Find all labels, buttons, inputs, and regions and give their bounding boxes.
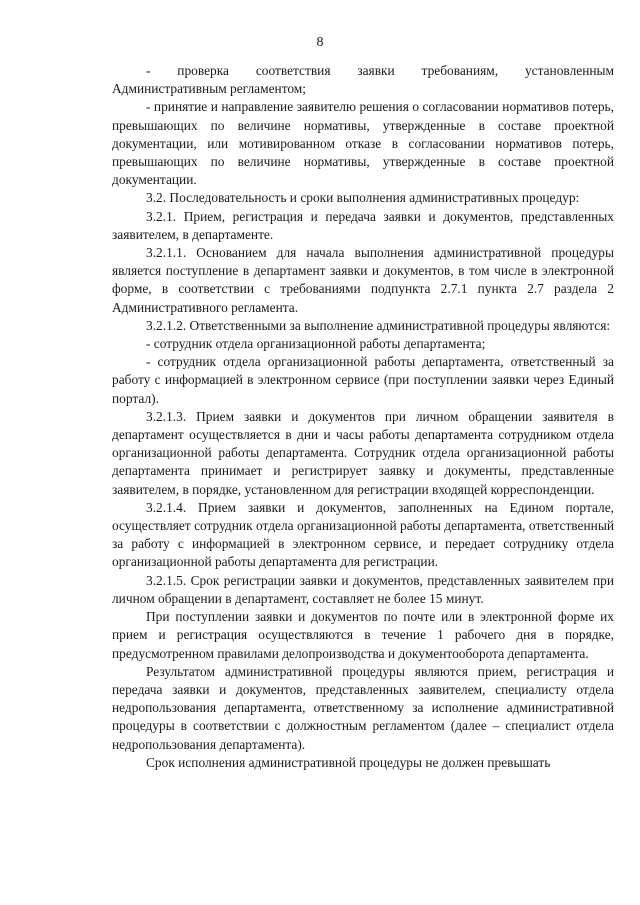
paragraph: 3.2.1.3. Прием заявки и документов при личном обращении заявителя в департамент осуществляется в дни и часы работы департамента сотрудником отдела организационной работы департамента. Сотрудник отдела организационной работы департамента принимает и регистрирует заявку и документы, представленные заявителем, в порядке, установленном для регистрации входящей корреспонденции. [112,408,614,497]
paragraph: - принятие и направление заявителю решения о согласовании нормативов потерь, превышающих по величине нормативы, утвержденные в составе проектной документации, или мотивированном отказе в согласовании нормативов потерь, превышающих по величине нормативы, утвержденные в составе проектной документации. [112,99,614,188]
paragraph: 3.2.1.5. Срок регистрации заявки и документов, представленных заявителем при личном обращении в департамент, составляет не более 15 минут. [112,572,614,606]
paragraph: 3.2.1.2. Ответственными за выполнение административной процедуры являются: [146,317,611,333]
paragraph: - сотрудник отдела организационной работы департамента; [146,336,486,352]
paragraph: При поступлении заявки и документов по почте или в электронной форме их прием и регистрация осуществляются в течение 1 рабочего дня в порядке, предусмотренном правилами делопроизводства и документооборота департамента. [112,609,614,661]
paragraph: - проверка соответствия заявки требованиям, установленным Административным регламентом; [112,63,614,97]
paragraph: - сотрудник отдела организационной работы департамента, ответственный за работу с информацией в электронном сервисе (при поступлении заявки через Единый портал). [112,354,614,406]
paragraph: 3.2. Последовательность и сроки выполнения административных процедур: [146,190,580,206]
document-body [112,62,614,772]
paragraph: 3.2.1.4. Прием заявки и документов, заполненных на Едином портале, осуществляет сотрудник отдела организационной работы департамента, ответственный за работу с информацией в электронном сервисе, и передает сотруднику отдела организационной работы департамента для регистрации. [112,499,614,570]
paragraph: 3.2.1. Прием, регистрация и передача заявки и документов, представленных заявителем, в департаменте. [112,208,614,242]
paragraph: 3.2.1.1. Основанием для начала выполнения административной процедуры является поступление в департамент заявки и документов, в том числе в электронной форме, в соответствии с требованиями подпункта 2.7.1 пункта 2.7 раздела 2 Административного регламента. [112,245,614,315]
page-number: 8 [316,35,324,50]
paragraph: Срок исполнения административной процедуры не должен превышать [146,754,551,770]
paragraph: Результатом административной процедуры являются прием, регистрация и передача заявки и документов, представленных заявителем, специалисту отдела недропользования департамента, ответственному за исполнение административной процедуры в соответствии с должностным регламентом (далее – специалист отдела недропользования департамента). [112,663,614,752]
